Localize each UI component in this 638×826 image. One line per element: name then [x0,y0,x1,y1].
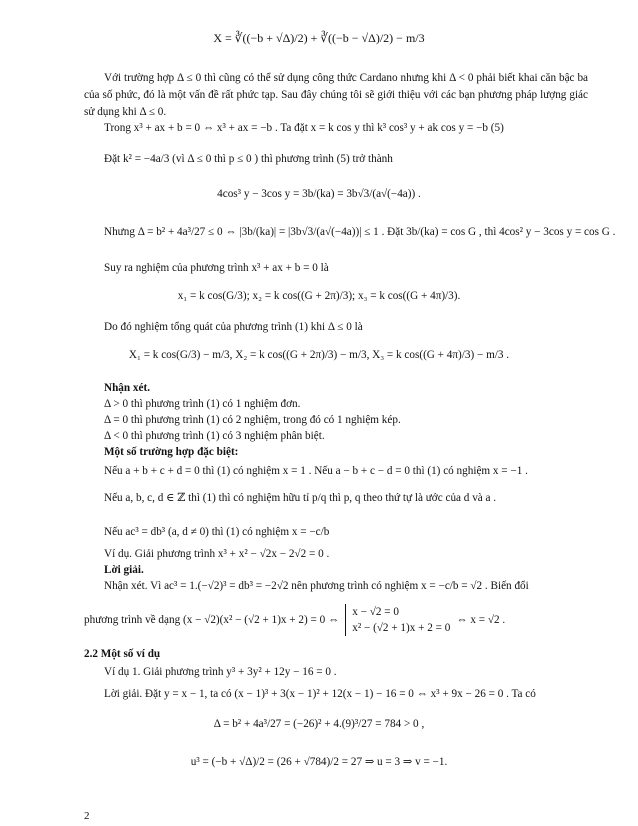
roots-intro: Suy ra nghiệm của phương trình x³ + ax + b = 0 là [104,262,329,274]
general-intro: Do đó nghiệm tổng quát của phương trình (1) khi Δ ≤ 0 là [104,321,363,333]
equation-system: x − √2 = 0 x² − (√2 + 1)x + 2 = 0 [345,604,450,636]
solution-label: Lời giải. [104,564,144,576]
solution-1-line: Lời giải. Đặt y = x − 1, ta có (x − 1)³ + 3(x − 1)² + 12(x − 1) − 16 = 0 ⇔ x³ + 9x − 26 = 0 . Ta có [104,688,536,700]
delta-equation: Δ = b² + 4a³/27 = (−26)² + 4.(9)³/27 = 784 > 0 , [213,718,425,730]
example-1-line: Ví dụ 1. Giải phương trình y³ + 3y² + 12y − 16 = 0 . [104,666,337,678]
special-cases-heading: Một số trường hợp đặc biệt: [104,446,239,458]
section-heading: 2.2 Một số ví dụ [84,648,161,660]
cardano-formula: X = ∛((−b + √Δ)/2) + ∛((−b − √Δ)/2) − m/3 [213,31,425,45]
remark-rational-root: Nhận xét. Vì ac³ = 1.(−√2)³ = db³ = −2√2 nên phương trình có nghiệm x = −c/b = √2 . Biến đổi [104,580,529,592]
intro-paragraph: Với trường hợp Δ ≤ 0 thì cũng có thể sử dụng công thức Cardano nhưng khi Δ < 0 phải biết khai căn bậc ba của số phức, đó là một vấn đề rất phức tạp. Sau đây chúng tôi sẽ giới thiệu với các bạn phương pháp lượng giác sử dụng khi Δ ≤ 0. [84,72,588,118]
general-solution-equation: X₁ = k cos(G/3) − m/3, X₂ = k cos((G + 2π)/3) − m/3, X₃ = k cos((G + 4π)/3) − m/3 . [128,349,510,361]
remark-item: Δ = 0 thì phương trình (1) có 2 nghiệm, trong đó có 1 nghiệm kép. [104,414,401,426]
trig-substitution-line: Trong x³ + ax + b = 0 ⇔ x³ + ax = −b . Ta đặt x = k cos y thì k³ cos³ y + ak cos y = −b (5) [104,122,504,134]
special-case-2: Nếu a, b, c, d ∈ ℤ thì (1) thì có nghiệm hữu tỉ p/q thì p, q theo thứ tự là ước của d và a . [104,492,497,504]
remark-item: Δ < 0 thì phương trình (1) có 3 nghiệm phân biệt. [104,430,325,442]
example-line: Ví dụ. Giải phương trình x³ + x² − √2x − 2√2 = 0 . [104,548,330,560]
page-number: 2 [84,810,90,822]
u-cubed-equation: u³ = (−b + √Δ)/2 = (26 + √784)/2 = 27 ⇒ u = 3 ⇒ v = −1. [190,756,448,768]
factorization-line: phương trình về dạng (x − √2)(x² − (√2 + 1)x + 2) = 0 ⇔ x − √2 = 0 x² − (√2 + 1)x + 2 = 0 ⇔ x = √2 . [84,606,506,634]
cos-triple-equation: 4cos³ y − 3cos y = 3b/(ka) = 3b√3/(a√(−4a)) . [217,188,421,200]
remark-heading: Nhận xét. [104,382,150,394]
remark-item: Δ > 0 thì phương trình (1) có 1 nghiệm đơn. [104,398,301,410]
since-line: Nhưng Δ = b² + 4a³/27 ≤ 0 ⇔ |3b/(ka)| = |3b√3/(a√(−4a))| ≤ 1 . Đặt 3b/(ka) = cos G , thì 4cos² y − 3cos y = cos G . [104,226,616,238]
set-k-line: Đặt k² = −4a/3 (vì Δ ≤ 0 thì p ≤ 0 ) thì phương trình (5) trở thành [104,153,393,165]
roots-equation: x₁ = k cos(G/3); x₂ = k cos((G + 2π)/3); x₃ = k cos((G + 4π)/3). [177,290,461,302]
special-case-3: Nếu ac³ = db³ (a, d ≠ 0) thì (1) có nghiệm x = −c/b [104,526,330,538]
special-case-1: Nếu a + b + c + d = 0 thì (1) có nghiệm x = 1 . Nếu a − b + c − d = 0 thì (1) có nghiệm x = −1 . [104,465,528,477]
